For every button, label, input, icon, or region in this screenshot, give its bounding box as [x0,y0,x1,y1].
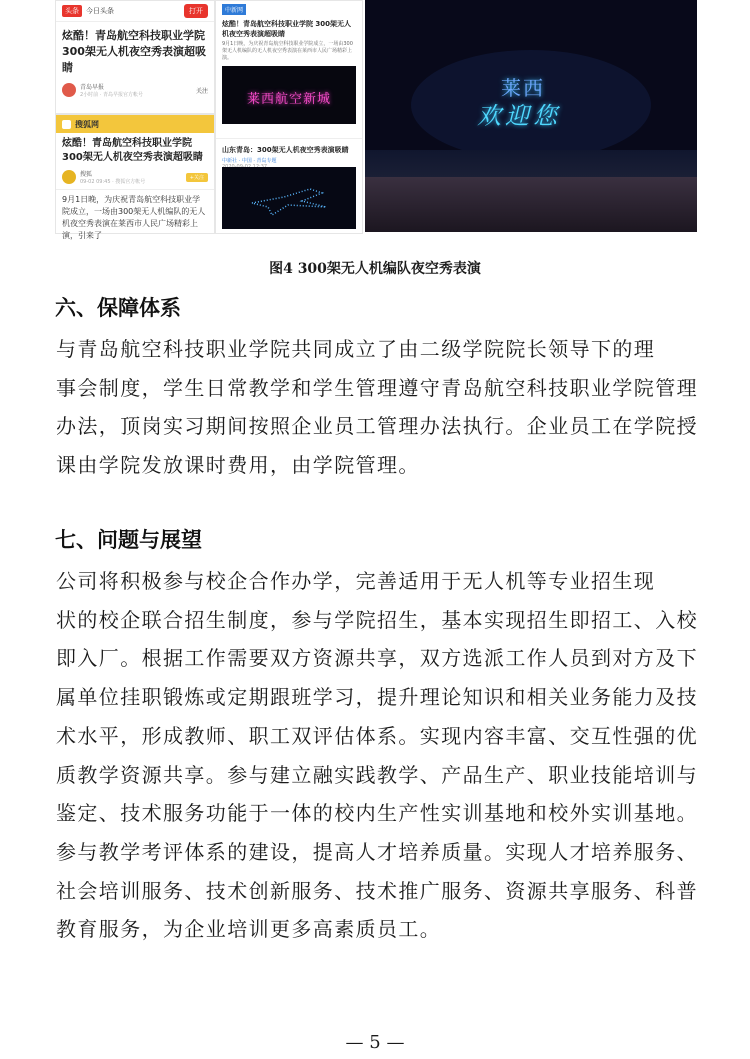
toutiao-source-meta: 2小时前 · 青岛早报官方帐号 [80,92,143,98]
toutiao-article-title: 炫酷！青岛航空科技职业学院300架无人机夜空秀表演超吸睛 [62,29,206,74]
sohu-source-name: 搜狐 [80,171,93,178]
zhongxin-logo: 中新网 [222,4,246,15]
sohu-author-row [56,169,214,190]
zhongxin-header [216,1,362,17]
figure-news-collage [55,0,697,240]
section-heading-7: 七、问题与展望 [55,528,202,552]
sohu-screenshot [55,114,215,240]
paragraph-line: 状的校企联合招生制度，参与学院招生，基本实现招生即招工、入校 [56,607,698,632]
toutiao-open-button: 打开 [184,4,208,18]
toutiao-screenshot [55,0,215,114]
paragraph-line: 参与教学考评体系的建设，提高人才培养质量。实现人才培养服务、 [56,839,698,864]
sohu-article-title: 炫酷！青岛航空科技职业学院 300架无人机夜空秀表演超吸睛 [62,138,203,163]
drone-formation-text-2: 欢迎您 [477,102,561,130]
toutiao-source [80,82,192,98]
crowd-silhouette [365,177,697,232]
sohu-article-body: 9月1日晚，为庆祝青岛航空科技职业学院成立，一场由300架无人机编队的无人机夜空秀表演在莱西市人民广场精彩上演，引来了 [62,195,206,240]
zhongxin-article-desc: 9月1日晚，为庆祝青岛航空科技职业学院成立，一场由300架无人机编队的无人机夜空秀表演在莱西市人民广场精彩上演。 [222,41,353,61]
drone-formation-text-1: 莱西 [501,76,545,100]
avatar [62,170,76,184]
paragraph-line: 与青岛航空科技职业学院共同成立了由二级学院院长领导下的理 [56,337,656,361]
sohu-logo-icon [62,120,71,129]
zhongxin-airplane-thumbnail [222,167,356,229]
paragraph-line: 课由学院发放课时费用，由学院管理。 [56,453,420,478]
sohu-source-meta: 09-02 09:45 · 搜狐官方帐号 [80,179,146,185]
drone-text-sign: 莱西航空新城 [246,92,331,107]
zhongxin-meta-source: 中新社 · 中国 · 青岛专题 [222,158,277,164]
sohu-header [56,115,214,133]
avatar [62,83,76,97]
toutiao-app-name: 今日头条 [86,7,114,15]
paragraph-line: 教育服务，为企业培训更多高素质员工。 [56,917,442,942]
paragraph-line: 即入厂。根据工作需要双方资源共享，双方选派工作人员到对方及下 [56,646,698,671]
city-buildings [365,150,697,180]
paragraph-line: 术水平，形成教师、职工双评估体系。实现内容丰富、交互性强的优 [56,723,698,748]
paragraph-line: 属单位挂职锻炼或定期跟班学习，提升理论知识和相关业务能力及技 [56,685,698,710]
zhongxin-second-title: 山东青岛：300架无人机夜空秀表演吸睛 [216,138,362,157]
paragraph-line: 质教学资源共享。参与建立融实践教学、产品生产、职业技能培训与 [56,762,698,787]
toutiao-author-row [56,78,214,102]
toutiao-header [56,1,214,22]
sohu-follow-button: +关注 [186,173,208,182]
drone-airplane-icon [222,167,356,229]
spacer [222,128,356,138]
paragraph-line: 公司将积极参与校企合作办学，完善适用于无人机等专业招生现 [56,569,656,593]
section-heading-6: 六、保障体系 [55,296,181,320]
page-number: — 5 — [345,1032,405,1053]
zhongxin-article-title: 炫酷！青岛航空科技职业学院 300架无人机夜空秀表演超吸睛 [222,20,352,38]
toutiao-source-name: 青岛早报 [80,84,105,91]
section-7-paragraph [0,562,750,949]
zhongxin-screenshot [215,0,363,234]
paragraph-line: 鉴定、技术服务功能于一体的校内生产性实训基地和校外实训基地。 [56,801,698,826]
paragraph-line: 社会培训服务、技术创新服务、技术推广服务、资源共享服务、科普 [56,878,698,903]
toutiao-follow: 关注 [195,87,208,95]
zhongxin-video-thumbnail [222,66,356,124]
paragraph-line: 事会制度，学生日常教学和学生管理遵守青岛航空科技职业学院管理 [56,375,698,400]
sohu-source [80,169,182,185]
night-drone-photo [365,0,697,232]
paragraph-line: 办法，顶岗实习期间按照企业员工管理办法执行。企业员工在学院授 [56,414,698,439]
toutiao-logo: 头条 [62,5,82,17]
section-6-paragraph [0,330,750,485]
sohu-app-name: 搜狐网 [75,119,99,129]
figure-caption: 图4 300架无人机编队夜空秀表演 [269,261,481,277]
